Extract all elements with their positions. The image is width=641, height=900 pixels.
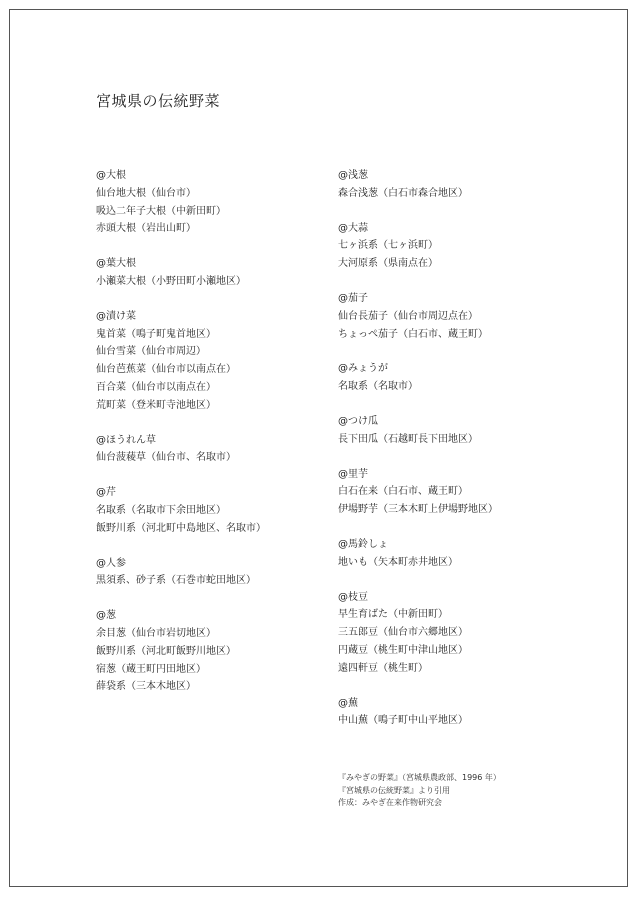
vegetable-item: 円蔵豆（桃生町中津山地区） bbox=[338, 644, 468, 656]
vegetable-group bbox=[96, 255, 336, 291]
group-heading: @馬鈴しょ bbox=[338, 538, 388, 550]
group-heading: @漬け菜 bbox=[96, 310, 136, 322]
vegetable-item: 七ヶ浜系（七ヶ浜町） bbox=[338, 240, 438, 252]
vegetable-group bbox=[338, 360, 578, 396]
vegetable-group bbox=[338, 589, 578, 678]
vegetable-group bbox=[96, 555, 336, 591]
left-column bbox=[96, 167, 336, 713]
vegetable-group bbox=[338, 695, 578, 731]
vegetable-item: 飯野川系（河北町中島地区、名取市） bbox=[96, 522, 266, 534]
source-line: 『みやぎの野菜』（宮城県農政部、1996 年） bbox=[338, 773, 501, 782]
group-heading: @葉大根 bbox=[96, 258, 136, 270]
vegetable-item: 早生育ばた（中新田町） bbox=[338, 609, 448, 621]
source-line: 作成：みやぎ在来作物研究会 bbox=[338, 798, 442, 807]
vegetable-item: 仙台菠薐草（仙台市、名取市） bbox=[96, 452, 236, 464]
vegetable-item: 大河原系（県南点在） bbox=[338, 258, 438, 270]
vegetable-item: 三五郎豆（仙台市六郷地区） bbox=[338, 627, 468, 639]
vegetable-item: 伊場野芋（三本木町上伊場野地区） bbox=[338, 504, 498, 516]
vegetable-item: ちょっぺ茄子（白石市、蔵王町） bbox=[338, 328, 488, 340]
vegetable-group bbox=[338, 220, 578, 273]
vegetable-item: 薛袋系（三本木地区） bbox=[96, 681, 196, 693]
group-heading: @葱 bbox=[96, 610, 116, 622]
vegetable-group bbox=[96, 484, 336, 537]
group-heading: @大根 bbox=[96, 170, 126, 181]
vegetable-item: 地いも（矢本町赤井地区） bbox=[338, 556, 458, 568]
source-line: 『宮城県の伝統野菜』より引用 bbox=[338, 785, 450, 795]
vegetable-item: 仙台地大根（仙台市） bbox=[96, 187, 196, 199]
source-citation bbox=[338, 772, 501, 810]
vegetable-item: 余目葱（仙台市岩切地区） bbox=[96, 627, 216, 639]
group-heading: @蕪 bbox=[338, 697, 358, 709]
group-heading: @人参 bbox=[96, 557, 126, 569]
vegetable-item: 仙台芭蕉菜（仙台市以南点在） bbox=[96, 364, 236, 376]
vegetable-item: 名取系（名取市） bbox=[338, 381, 418, 393]
group-heading: @浅葱 bbox=[338, 170, 368, 181]
group-heading: @茄子 bbox=[338, 292, 368, 304]
vegetable-item: 白石在来（白石市、蔵王町） bbox=[338, 486, 468, 498]
vegetable-group bbox=[96, 167, 336, 238]
vegetable-item: 飯野川系（河北町飯野川地区） bbox=[96, 645, 236, 657]
vegetable-item: 黒須系、砂子系（石巻市蛇田地区） bbox=[96, 575, 256, 587]
vegetable-group bbox=[338, 536, 578, 572]
vegetable-item: 吸込二年子大根（中新田町） bbox=[96, 205, 226, 217]
vegetable-item: 長下田瓜（石越町長下田地区） bbox=[338, 433, 478, 445]
vegetable-item: 仙台長茄子（仙台市周辺点在） bbox=[338, 310, 478, 322]
vegetable-group bbox=[338, 290, 578, 343]
vegetable-group bbox=[338, 413, 578, 449]
vegetable-item: 荒町菜（登米町寺池地区） bbox=[96, 399, 216, 411]
vegetable-group bbox=[96, 432, 336, 468]
vegetable-item: 赤頭大根（岩出山町） bbox=[96, 223, 196, 235]
vegetable-item: 宿葱（蔵王町円田地区） bbox=[96, 663, 206, 675]
vegetable-group bbox=[96, 607, 336, 696]
vegetable-item: 森合浅葱（白石市森合地区） bbox=[338, 187, 468, 199]
vegetable-group bbox=[96, 308, 336, 415]
right-column bbox=[338, 167, 578, 747]
group-heading: @芹 bbox=[96, 487, 116, 499]
vegetable-item: 仙台雪菜（仙台市周辺） bbox=[96, 346, 206, 358]
vegetable-item: 小瀬菜大根（小野田町小瀬地区） bbox=[96, 275, 246, 287]
group-heading: @里芋 bbox=[338, 468, 368, 480]
group-heading: @大蒜 bbox=[338, 222, 368, 234]
vegetable-group bbox=[338, 466, 578, 519]
vegetable-group bbox=[338, 167, 578, 203]
vegetable-item: 百合菜（仙台市以南点在） bbox=[96, 381, 216, 393]
group-heading: @枝豆 bbox=[338, 591, 368, 603]
group-heading: @ほうれん草 bbox=[96, 434, 156, 446]
group-heading: @つけ瓜 bbox=[338, 415, 378, 427]
vegetable-item: 遠四軒豆（桃生町） bbox=[338, 662, 428, 674]
page-title: 宮城県の伝統野菜 bbox=[96, 92, 221, 110]
vegetable-item: 名取系（名取市下余田地区） bbox=[96, 504, 226, 516]
vegetable-item: 鬼首菜（鳴子町鬼首地区） bbox=[96, 328, 216, 340]
group-heading: @みょうが bbox=[338, 363, 388, 375]
vegetable-item: 中山蕪（鳴子町中山平地区） bbox=[338, 715, 468, 727]
